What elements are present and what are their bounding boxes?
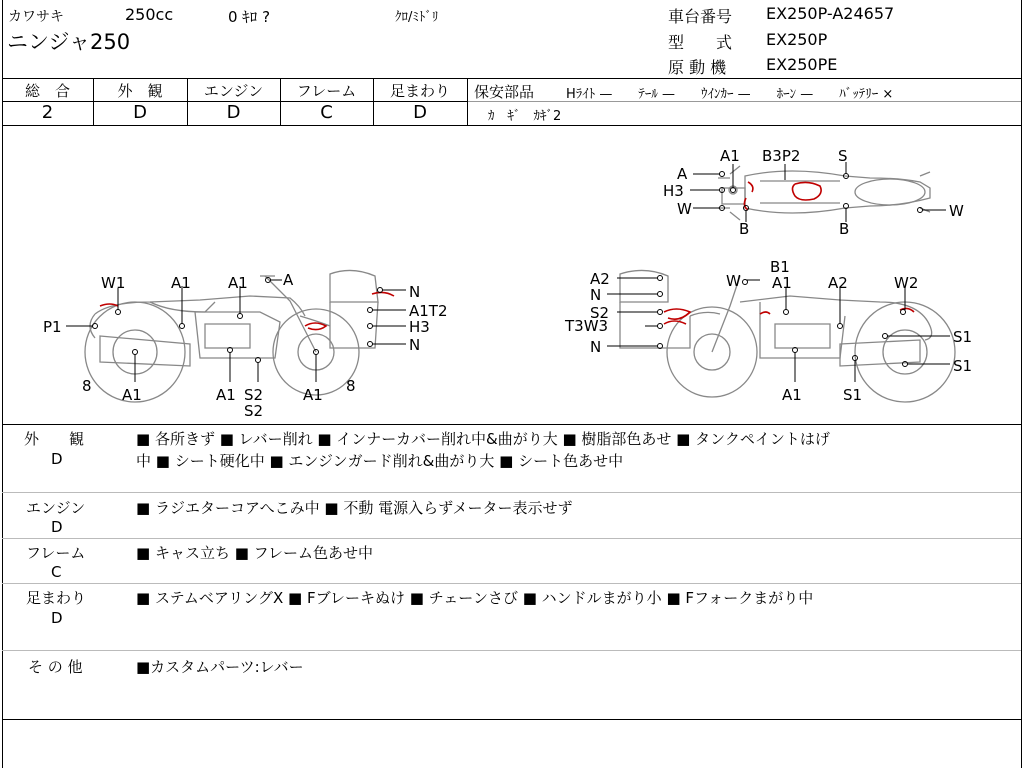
top-view-label-8: B (839, 220, 850, 238)
remark-text-engine: ■ ラジエターコアへこみ中 ■ 不動 電源入らずメーター表示せず (136, 499, 573, 517)
bike-damage-diagram (0, 126, 1024, 426)
left-view-label-9: P1 (43, 318, 62, 336)
right-view-label-4: A2 (828, 274, 848, 292)
frame-no-label: 車台番号 (668, 7, 733, 26)
left-view-label-7: H3 (409, 318, 430, 336)
right-view-label-14: S1 (843, 386, 863, 404)
right-view-label-2: W (726, 272, 741, 290)
left-view-label-10: 8 (82, 377, 92, 395)
left-view-label-3: A1 (228, 274, 248, 292)
model-name: ニンジャ250 (7, 30, 131, 54)
right-view-label-7: N (590, 286, 602, 304)
top-view-label-5: H3 (663, 182, 684, 200)
right-view-label-13: A1 (782, 386, 802, 404)
remark-grade-exterior: D (51, 450, 63, 468)
left-view-label-2: A1 (171, 274, 191, 292)
grade-label-overall: 総 合 (24, 82, 70, 100)
left-view-label-11: A1 (122, 386, 142, 404)
grade-label-exterior: 外 観 (117, 82, 163, 100)
top-view-label-3: S (838, 147, 848, 165)
remark-grade-frame: C (51, 563, 62, 581)
right-view-label-6: A2 (590, 270, 610, 288)
grade-value-exterior: D (133, 102, 147, 123)
left-view-label-5: N (409, 283, 421, 301)
remark-divider-2 (2, 538, 1021, 539)
model-code: EX250P (766, 30, 828, 49)
left-view-label-16: 8 (346, 377, 356, 395)
bike-top-view (663, 147, 964, 238)
grade-value-engine: D (226, 102, 241, 123)
remark-text-other: ■カスタムパーツ:レバー (136, 658, 304, 676)
remark-label-frame: フレーム (26, 544, 86, 562)
left-view-label-4: A (283, 271, 294, 289)
grade-col-divider-5 (467, 78, 468, 125)
right-view-label-5: W2 (894, 274, 919, 292)
left-view-label-12: A1 (216, 386, 236, 404)
top-view-label-6: W (677, 200, 692, 218)
right-view-label-10: N (590, 338, 602, 356)
right-view-label-8: S2 (590, 304, 610, 322)
remark-grade-engine: D (51, 518, 63, 536)
model-code-label: 型 式 (668, 33, 733, 52)
engine-code-label: 原 動 機 (668, 58, 727, 77)
mileage: 0 ｷﾛ ? (228, 8, 271, 26)
remark-divider-3 (2, 583, 1021, 584)
top-view-label-4: A (677, 165, 688, 183)
right-view-label-9: T3W3 (565, 317, 609, 335)
remark-text-exterior-2: 中 ■ シート硬化中 ■ エンジンガード削れ&曲がり大 ■ シート色あせ中 (136, 452, 624, 470)
grade-value-suspension: D (413, 102, 427, 123)
remark-label-suspension: 足まわり (26, 589, 87, 607)
left-view-label-14: S2 (244, 402, 264, 420)
left-view-label-15: A1 (303, 386, 323, 404)
remarks-bottom-line (2, 719, 1021, 720)
remark-label-exterior: 外 観 (24, 430, 85, 448)
bike-right-view (564, 258, 972, 404)
color: ｸﾛ/ﾐﾄﾞﾘ (395, 10, 439, 25)
top-view-label-9: W (949, 202, 964, 220)
right-view-label-12: S1 (953, 357, 973, 375)
top-view-label-7: B (739, 220, 750, 238)
grade-label-engine: エンジン (203, 82, 264, 100)
remark-label-other: そ の 他 (28, 658, 83, 676)
top-view-label-2: B3P2 (762, 147, 801, 165)
bike-left-view (43, 270, 448, 420)
remark-divider-1 (2, 492, 1021, 493)
key-info: ｶ ｷﾞ ｶｷﾞ2 (488, 109, 562, 124)
safety-parts-items: Hﾗｲﾄ — ﾃｰﾙ — ｳｲﾝｶｰ — ﾎｰﾝ — ﾊﾞｯﾃﾘｰ × (566, 87, 894, 102)
frame-no: EX250P-A24657 (766, 4, 895, 23)
remark-label-engine: エンジン (26, 499, 86, 517)
remark-text-frame: ■ キャス立ち ■ フレーム色あせ中 (136, 544, 374, 562)
remark-text-exterior-1: ■ 各所きず ■ レバー削れ ■ インナーカバー削れ中&曲がり大 ■ 樹脂部色あせ ■ タンクペイントはげ (136, 430, 830, 448)
left-view-label-1: W1 (101, 274, 126, 292)
grade-value-frame: C (320, 102, 333, 123)
header-divider (2, 78, 1021, 79)
left-view-label-8: N (409, 336, 421, 354)
maker-name: カワサキ (8, 9, 64, 25)
grade-value-overall: 2 (41, 102, 54, 123)
right-view-label-3: A1 (772, 274, 792, 292)
safety-parts-label: 保安部品 (474, 83, 535, 101)
engine-code: EX250PE (766, 55, 838, 74)
grade-label-suspension: 足まわり (389, 82, 450, 100)
remark-text-suspension: ■ ステムベアリングX ■ Fブレーキぬけ ■ チェーンさび ■ ハンドルまがり小 ■ Fフォークまがり中 (136, 589, 814, 607)
right-view-label-11: S1 (953, 328, 973, 346)
displacement: 250cc (125, 5, 174, 24)
right-view-label-1: B1 (770, 258, 790, 276)
left-view-label-6: A1T2 (409, 302, 448, 320)
top-view-label-1: A1 (720, 147, 740, 165)
remark-grade-suspension: D (51, 609, 63, 627)
left-view-label-13: S2 (244, 386, 264, 404)
remark-divider-4 (2, 650, 1021, 651)
grade-label-frame: フレーム (296, 82, 357, 100)
